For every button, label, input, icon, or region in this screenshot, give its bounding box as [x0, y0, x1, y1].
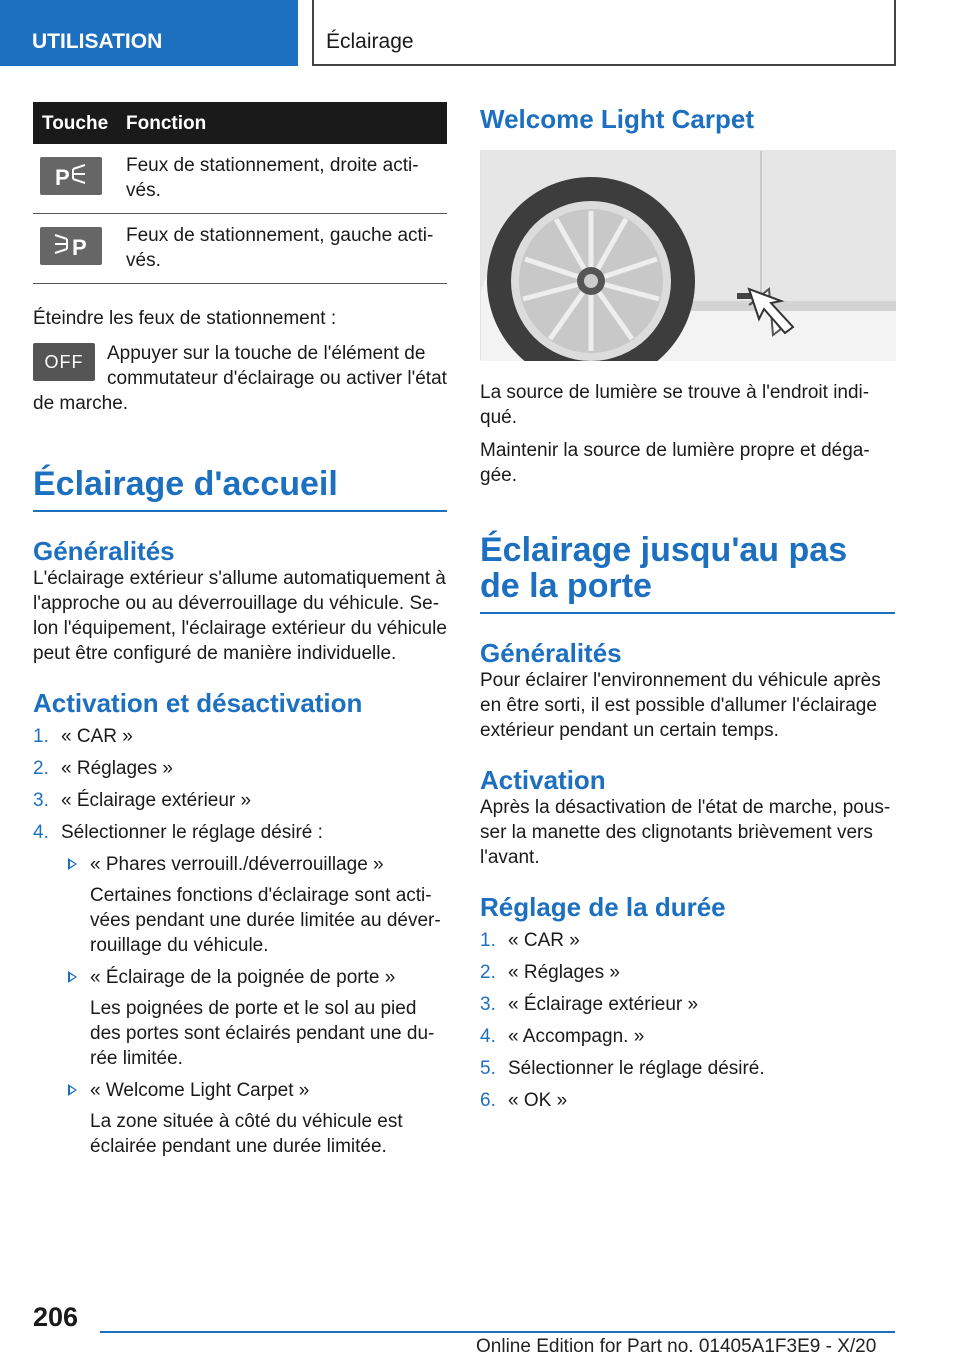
option-list — [61, 852, 447, 1159]
off-instruction — [33, 341, 447, 416]
table-cell-function: Feux de stationnement, droite activés. — [117, 144, 447, 214]
parking-light-right-icon — [40, 157, 102, 195]
heading-general: Généralités — [480, 638, 622, 668]
table-cell-function: Feux de stationnement, gauche activés. — [117, 214, 447, 284]
page-header — [0, 0, 960, 66]
parking-light-left-icon — [40, 227, 102, 265]
heading-duration: Réglage de la durée — [480, 892, 726, 922]
list-item: 2. « Réglages » — [480, 962, 620, 983]
car-wheel-illustration — [480, 150, 895, 360]
edition-note: Online Edition for Part no. 01405A1F3E9 - X/20 — [476, 1336, 877, 1357]
table-row — [33, 144, 447, 214]
heading-activation: Activation et désactivation — [33, 688, 363, 718]
footer-divider — [100, 1331, 895, 1333]
list-item: 3. « Éclairage extérieur » — [480, 994, 699, 1015]
option-item: « Phares verrouill./déverrouillage » Certaines fonctions d'éclairage sont activées pendant une durée limitée au déverrouillage du véhicule. — [61, 852, 447, 958]
left-column — [33, 102, 447, 1166]
heading-welcome-carpet: Welcome Light Carpet — [480, 104, 755, 134]
list-item: 1. « CAR » — [480, 930, 580, 951]
section-tab: UTILISATION — [0, 0, 298, 66]
duration-steps — [480, 928, 895, 1113]
table-row — [33, 214, 447, 284]
svg-text:P: P — [55, 165, 70, 189]
carpet-text-2: Maintenir la source de lumière propre et dégagée. — [480, 440, 870, 486]
table-header-row — [33, 102, 447, 144]
right-column — [480, 102, 895, 1120]
off-intro: Éteindre les feux de stationnement : — [33, 308, 337, 329]
general-text: L'éclairage extérieur s'allume automatiquement à l'approche ou au déverrouillage du véhicule. Selon l'équipement, l'éclairage extérieur du véhicule peut être configuré de manière individuelle. — [33, 568, 447, 664]
svg-text:P: P — [72, 235, 87, 259]
option-item: « Éclairage de la poignée de porte » Les poignées de porte et le sol au pied des portes sont éclairés pendant une durée limitée. — [61, 965, 447, 1071]
section-title-door-lighting: Éclairage jusqu'au pas de la porte — [480, 532, 895, 614]
section-title-welcome-lighting: Éclairage d'accueil — [33, 466, 447, 512]
heading-general: Généralités — [33, 536, 175, 566]
list-item: 4. « Accompagn. » — [480, 1026, 645, 1047]
chapter-title: Éclairage — [312, 0, 896, 66]
bullet-triangle-icon — [68, 858, 77, 870]
activation-steps — [33, 724, 447, 1159]
key-function-table — [33, 102, 447, 284]
off-text: Appuyer sur la touche de l'élément de commutateur d'éclairage ou activer l'état de marche. — [33, 343, 447, 414]
list-item: 2. « Réglages » — [33, 758, 173, 779]
table-header-key: Touche — [33, 102, 117, 144]
list-item: 5. Sélectionner le réglage désiré. — [480, 1058, 765, 1079]
option-item: « Welcome Light Carpet » La zone située à côté du véhicule est éclairée pendant une durée limitée. — [61, 1078, 447, 1159]
page-number: 206 — [33, 1302, 79, 1332]
list-item: 6. « OK » — [480, 1090, 568, 1111]
carpet-text-1: La source de lumière se trouve à l'endroit indiqué. — [480, 382, 870, 428]
off-key-icon: OFF — [33, 343, 95, 381]
heading-activation: Activation — [480, 765, 606, 795]
table-header-function: Fonction — [117, 102, 447, 144]
door-general-text: Pour éclairer l'environnement du véhicule après en être sorti, il est possible d'allumer l'éclairage extérieur pendant un certain temps. — [480, 670, 881, 741]
list-item: 3. « Éclairage extérieur » — [33, 790, 252, 811]
bullet-triangle-icon — [68, 1084, 77, 1096]
list-item: 4. Sélectionner le réglage désiré : « Phares verrouill./déverrouillage » Certaines fonctions d'éclairage sont activées pendant une durée limitée au déverrouillage du véhicule. « Éclairage de la poignée de porte » Les poignées de porte et le sol au pied des portes sont éclairés pendant une durée limitée. « Welcome Light Carpet » La zone située à côté du véhicule est éclairée pendant une durée limitée. — [33, 820, 447, 1159]
door-activation-text: Après la désactivation de l'état de marche, pousser la manette des clignotants brièvement vers l'avant. — [480, 797, 891, 868]
list-item: 1. « CAR » — [33, 726, 133, 747]
bullet-triangle-icon — [68, 971, 77, 983]
